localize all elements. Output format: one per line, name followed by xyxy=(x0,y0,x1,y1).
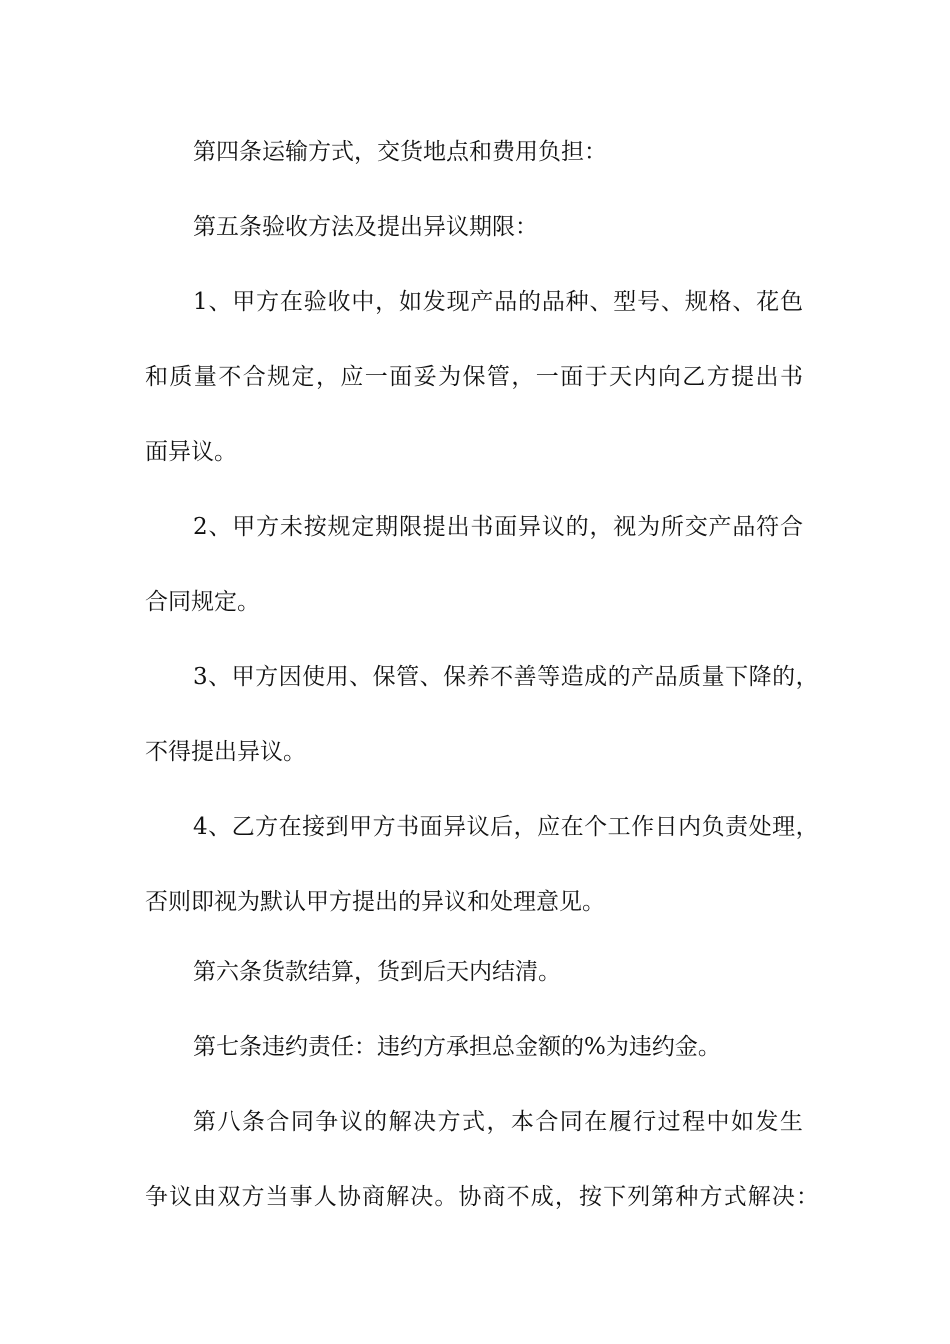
paragraph-line: 第五条验收方法及提出异议期限： xyxy=(193,214,538,240)
paragraph-line: 2 、 甲 方 未 按 规 定 期 限 提 出 书 面 异 议 的 ， 视 为 所 交 产 品 符 合 xyxy=(193,514,803,540)
paragraph-line: 不得提出异议。 xyxy=(145,739,306,765)
paragraph-line: 第七条违约责任：违约方承担总金额的%为违约金。 xyxy=(193,1034,721,1060)
paragraph-line: 1 、 甲 方 在 验 收 中 ， 如 发 现 产 品 的 品 种 、 型 号 、 规 格 、 花 色 xyxy=(193,289,803,315)
paragraph-line: 3 、 甲 方 因 使 用 、 保 管 、 保 养 不 善 等 造 成 的 产 品 质 量 下 降 的 ， xyxy=(193,664,819,690)
paragraph-line: 第六条货款结算，货到后天内结清。 xyxy=(193,959,561,985)
paragraph-line: 4 、 乙 方 在 接 到 甲 方 书 面 异 议 后 ， 应 在 个 工 作 日 内 负 责 处 理 ， xyxy=(193,814,819,840)
paragraph-line: 否则即视为默认甲方提出的异议和处理意见。 xyxy=(145,889,605,915)
paragraph-line: 合同规定。 xyxy=(145,589,260,615)
paragraph-line: 第 八 条 合 同 争 议 的 解 决 方 式 ， 本 合 同 在 履 行 过 程 中 如 发 生 xyxy=(193,1109,803,1135)
paragraph-line: 面异议。 xyxy=(145,439,237,465)
paragraph-line: 争 议 由 双 方 当 事 人 协 商 解 决 。 协 商 不 成 ， 按 下 列 第 种 方 式 解 决 ： xyxy=(145,1184,819,1210)
paragraph-line: 和 质 量 不 合 规 定 ， 应 一 面 妥 为 保 管 ， 一 面 于 天 内 向 乙 方 提 出 书 xyxy=(145,364,803,390)
paragraph-line: 第四条运输方式，交货地点和费用负担： xyxy=(193,139,607,165)
